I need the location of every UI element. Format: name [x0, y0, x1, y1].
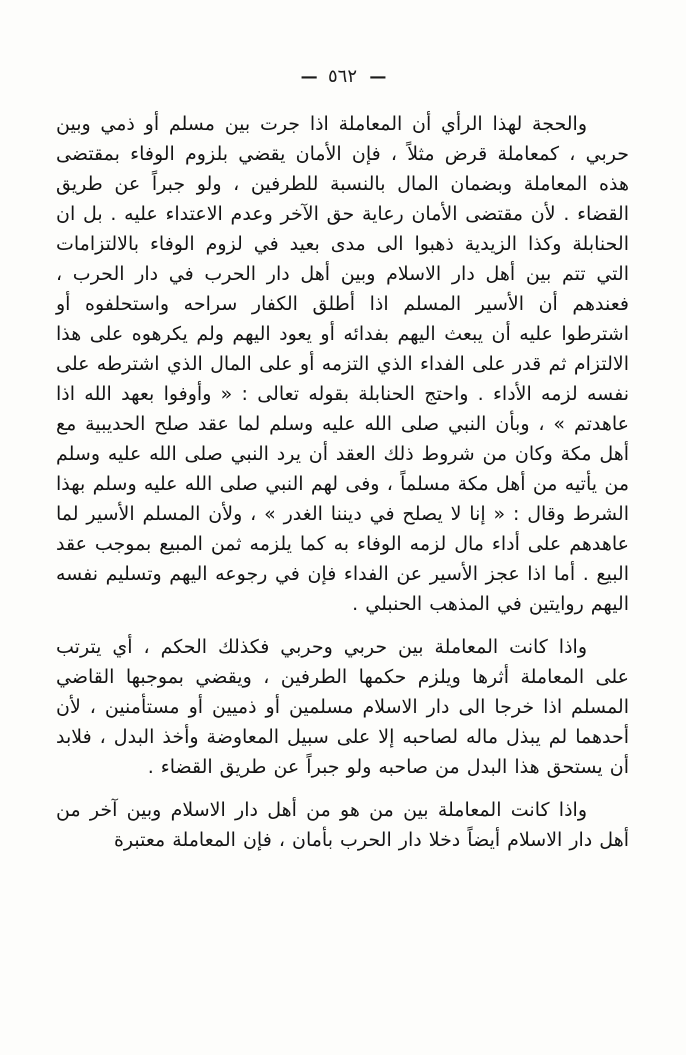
page-number-header [56, 66, 629, 87]
page-number-dash-right: — [300, 67, 316, 87]
page-number: ٥٦٢ [327, 66, 357, 87]
page-number-dash-left: — [369, 67, 385, 87]
paragraph-2: واذا كانت المعاملة بين حربي وحربي فكذلك الحكم ، أي يترتب على المعاملة أثرها ويلزم حكمها الطرفين ، ويقضي بموجبها القاضي المسلم اذا خرجا الى دار الاسلام مسلمين أو ذميين أو مستأمنين ، لأن أحدهما لم يبذل ماله لصاحبه إلا على سبيل المعاوضة وأخذ البدل ، فلابد أن يستحق هذا البدل من صاحبه ولو جبراً عن طريق القضاء . [56, 636, 629, 778]
paragraph-1: والحجة لهذا الرأي أن المعاملة اذا جرت بين مسلم أو ذمي وبين حربي ، كمعاملة قرض مثلاً ، فإن الأمان يقضي بلزوم الوفاء بمقتضى هذه المعاملة وبضمان المال بالنسبة للطرفين ، ولو جبراً عن طريق القضاء . لأن مقتضى الأمان رعاية حق الآخر وعدم الاعتداء عليه . بل ان الحنابلة وكذا الزيدية ذهبوا الى مدى بعيد في لزوم الوفاء بالالتزامات التي تتم بين أهل دار الاسلام وبين أهل دار الحرب في دار الحرب ، فعندهم أن الأسير المسلم اذا أطلق الكفار سراحه واستحلفوه أو اشترطوا عليه أن يبعث اليهم بفدائه أو يعود اليهم ولم يكرهوه على هذا الالتزام ثم قدر على الفداء الذي التزمه أو على المال الذي اشترطه على نفسه لزمه الأداء . واحتج الحنابلة بقوله تعالى : « وأوفوا بعهد الله اذا عاهدتم » ، وبأن النبي صلى الله عليه وسلم لما عقد صلح الحديبية مع أهل مكة وكان من شروط ذلك العقد أن يرد النبي صلى الله عليه وسلم من يأتيه من أهل مكة مسلماً ، وفى لهم النبي صلى الله عليه وسلم بهذا الشرط وقال : « إنا لا يصلح في ديننا الغدر » ، ولأن المسلم الأسير لما عاهدهم على أداء مال لزمه الوفاء به كما يلزمه ثمن المبيع بموجب عقد البيع . أما اذا عجز الأسير عن الفداء فإن في رجوعه اليهم وتسليم نفسه اليهم روايتين في المذهب الحنبلي . [56, 113, 629, 615]
body-text [56, 109, 629, 855]
paragraph-3: واذا كانت المعاملة بين من هو من أهل دار الاسلام وبين آخر من أهل دار الاسلام أيضاً دخلا دار الحرب بأمان ، فإن المعاملة معتبرة [56, 799, 629, 851]
